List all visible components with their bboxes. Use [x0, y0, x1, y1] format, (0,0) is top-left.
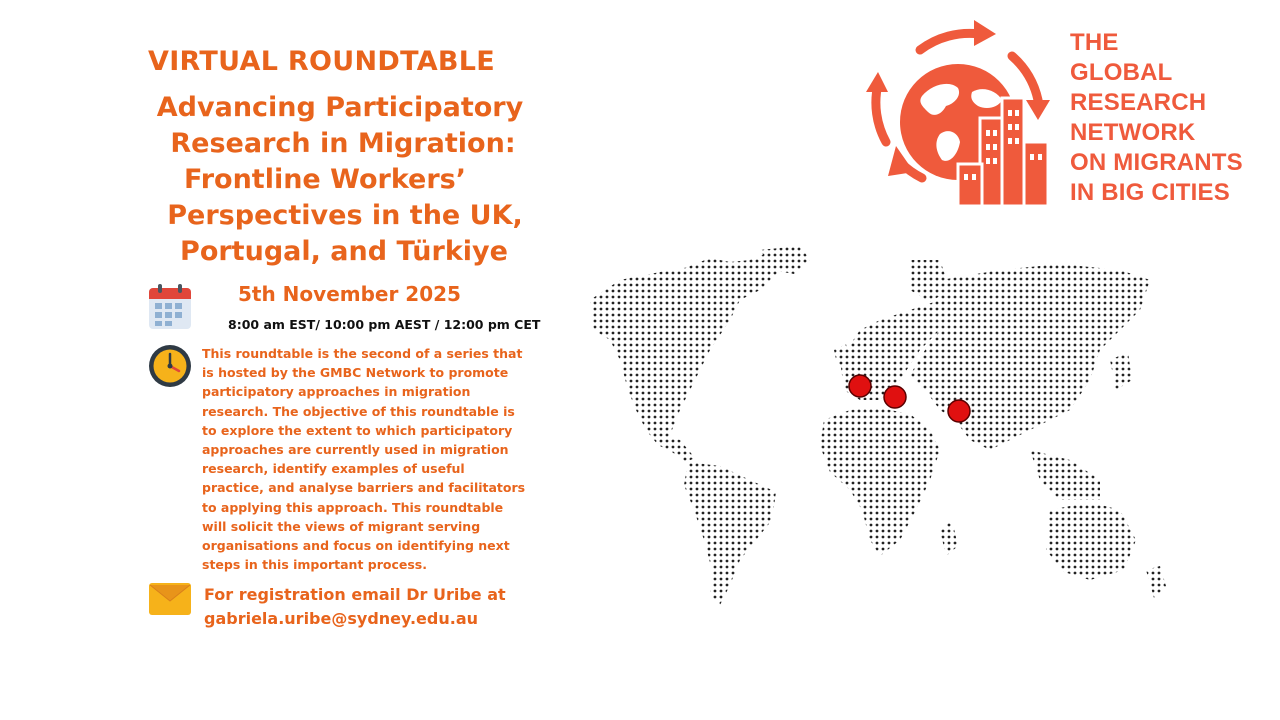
portugal-marker [884, 386, 906, 408]
event-title [130, 90, 550, 270]
envelope-icon [148, 582, 192, 616]
description-line: approaches are currently used in migration [202, 442, 509, 458]
title-line: Perspectives in the UK, [167, 200, 523, 231]
title-line: Research in Migration: [170, 128, 516, 159]
description-line: steps in this important process. [202, 557, 427, 573]
network-logo-text [1070, 28, 1243, 208]
event-date: 5th November 2025 [238, 282, 461, 306]
title-line: Portugal, and Türkiye [180, 236, 508, 267]
description-line: This roundtable is the second of a series that [202, 346, 523, 361]
dotted-world-map [580, 240, 1200, 620]
description-line: research, identify examples of useful [202, 461, 465, 477]
description-line: to applying this approach. This roundtable [202, 499, 504, 515]
description-line: is hosted by the GMBC Network to promote [202, 365, 509, 381]
logo-line: ON MIGRANTS [1070, 149, 1243, 176]
description-line: participatory approaches in migration [202, 384, 471, 400]
description-line: organisations and focus on identifying next [202, 538, 510, 554]
description-line: practice, and analyse barriers and facilitators [202, 480, 526, 496]
registration-email[interactable]: gabriela.uribe@sydney.edu.au [204, 609, 479, 628]
title-line: Advancing Participatory [156, 92, 524, 123]
description-line: to explore the extent to which participatory [202, 422, 513, 438]
globe-city-arrows-icon [862, 14, 1062, 210]
calendar-icon [148, 284, 192, 330]
title-line: Frontline Workers’ [183, 164, 467, 195]
logo-line: RESEARCH [1070, 89, 1207, 116]
event-description [202, 344, 552, 574]
event-time: 8:00 am EST/ 10:00 pm AEST / 12:00 pm CET [228, 317, 541, 332]
logo-line: IN BIG CITIES [1070, 179, 1230, 206]
logo-line: GLOBAL [1070, 59, 1173, 86]
logo-line: NETWORK [1070, 119, 1196, 146]
uk-marker [849, 375, 871, 397]
registration-info [204, 583, 506, 631]
event-label: VIRTUAL ROUNDTABLE [148, 46, 496, 77]
description-line: will solicit the views of migrant serving [202, 518, 481, 534]
logo-line: THE [1070, 29, 1119, 56]
description-line: research. The objective of this roundtable is [202, 403, 515, 419]
clock-icon [148, 344, 192, 388]
registration-text: For registration email Dr Uribe at [204, 585, 506, 604]
turkiye-marker [948, 400, 970, 422]
